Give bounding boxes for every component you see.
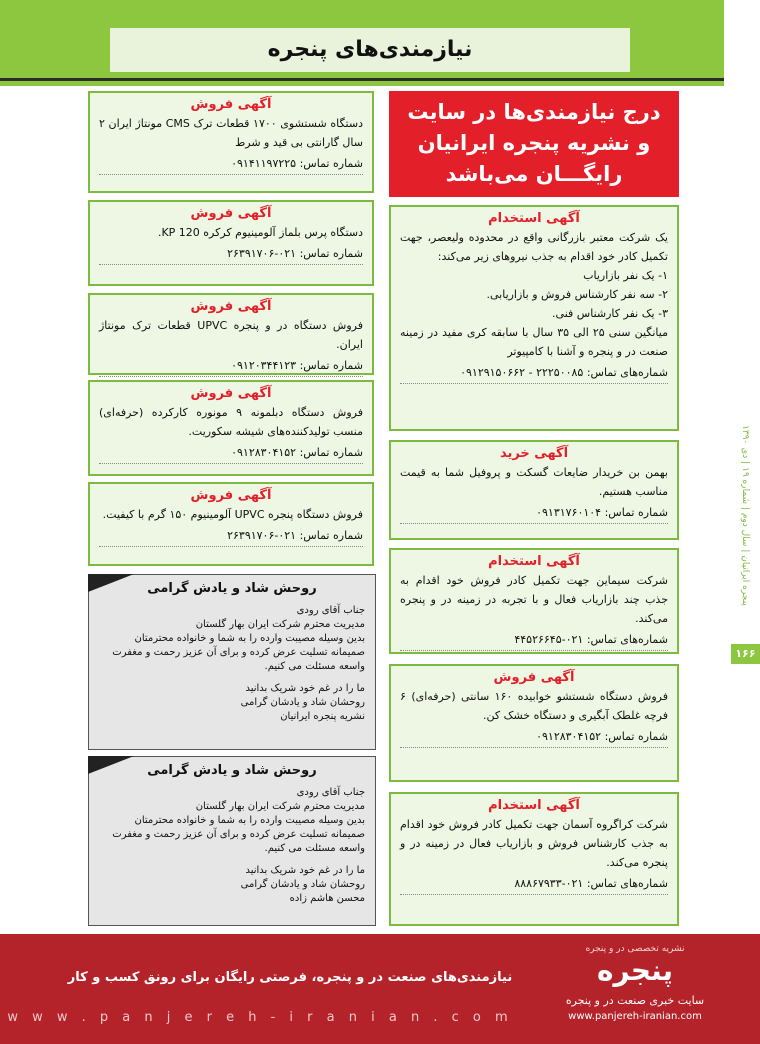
ad-title: آگهی استخدام — [488, 798, 580, 813]
condolence-line: بدین وسیله مصیبت وارده را به شما و خانواده محترمتان — [134, 815, 365, 826]
condolence-closing: ما را در غم خود شریک بدانید — [245, 683, 365, 694]
ad-box — [389, 664, 679, 782]
ad-box — [88, 200, 374, 286]
free-listing-banner — [389, 91, 679, 197]
ad-text: فروش دستگاه پنجره UPVC آلومینیوم ۱۵۰ گرم با کیفیت. — [102, 508, 363, 521]
header-divider — [0, 78, 724, 81]
black-corner-ribbon — [88, 574, 134, 592]
ad-title: آگهی استخدام — [488, 211, 580, 226]
ad-box — [389, 205, 679, 431]
ad-title: آگهی فروش — [190, 299, 272, 314]
logo-url[interactable]: www.panjereh-iranian.com — [568, 1011, 702, 1022]
condolence-box — [88, 756, 376, 926]
condolence-closing: ما را در غم خود شریک بدانید — [245, 865, 365, 876]
banner-line: رایگـــان می‌باشد — [445, 162, 623, 186]
footer-slogan: نیازمندی‌های صنعت در و پنجره، فرصتی رایگان برای رونق کسب و کار — [67, 970, 513, 985]
ad-contact: شماره‌های تماس: ۲۲۲۵۰۰۸۵ - ۰۹۱۲۹۱۵۰۶۶۲ — [400, 363, 668, 384]
ad-text: فروش دستگاه دبلمونه ۹ مونوره کارکرده (حرفه‌ای) منسب تولیدکننده‌های شیشه سکوریت. — [99, 406, 363, 438]
ad-text: بهمن بن خریدار ضایعات گسکت و پروفیل شما به قیمت مناسب هستیم. — [400, 466, 668, 498]
condolence-closing: روحشان شاد و یادشان گرامی — [240, 879, 365, 890]
condolence-line: صمیمانه تسلیت عرض کرده و برای آن عزیز رحمت و مغفرت — [112, 647, 365, 658]
page-number: ۱۶۶ — [731, 644, 760, 664]
condolence-title: روحش شاد و یادش گرامی — [147, 581, 317, 596]
logo-tagline: نشریه تخصصی در و پنجره — [585, 944, 685, 954]
condolence-line: واسعه مسئلت می کنیم. — [264, 843, 365, 854]
ad-contact: شماره‌های تماس: ۰۲۱-۸۸۸۶۷۹۳۳ — [400, 874, 668, 895]
ad-box — [88, 91, 374, 193]
ad-contact: شماره تماس: ۰۲۱-۲۶۳۹۱۷۰۶ — [99, 244, 363, 265]
condolence-recipient: جناب آقای رودی — [296, 605, 365, 616]
black-corner-ribbon — [88, 756, 134, 774]
ad-title: آگهی فروش — [493, 670, 575, 685]
ad-title: آگهی استخدام — [488, 554, 580, 569]
footer-url: w w w . p a n j e r e h - i r a n i a n . c o m — [7, 1010, 513, 1025]
ad-text: دستگاه شستشوی ۱۷۰۰ قطعات ترک CMS مونتاژ ایران ۲ سال گارانتی بی قید و شرط — [99, 117, 363, 149]
ad-text: فروش دستگاه در و پنجره UPVC قطعات ترک مونتاژ ایران. — [99, 319, 363, 351]
ad-box — [389, 440, 679, 540]
ad-contact: شماره تماس: ۰۹۱۴۱۱۹۷۲۲۵ — [99, 154, 363, 175]
ad-contact: شماره تماس: ۰۹۱۲۸۳۰۴۱۵۲ — [400, 727, 668, 748]
ad-text: فروش دستگاه شستشو خوابیده ۱۶۰ سانتی (حرفه‌ای) ۶ فرچه غلطک آبگیری و دستگاه خشک کن. — [400, 690, 668, 722]
banner-line: درج نیازمندی‌ها در سایت — [407, 100, 661, 124]
condolence-line: مدیریت محترم شرکت ایران بهار گلستان — [195, 619, 365, 630]
ad-list-item: ۱- یک نفر بازاریاب — [583, 269, 668, 282]
condolence-line: بدین وسیله مصیبت وارده را به شما و خانواده محترمتان — [134, 633, 365, 644]
logo-wordmark: پنجره — [596, 954, 674, 987]
ad-title: آگهی فروش — [190, 206, 272, 221]
footer-banner — [0, 934, 760, 1044]
ad-title: آگهی فروش — [190, 386, 272, 401]
ad-box — [389, 792, 679, 926]
issue-info-vertical: پنجره ایرانیان | سال دوم | شماره ۱۹ | دی ۱۳۹۰ — [740, 424, 750, 606]
condolence-closing: روحشان شاد و یادشان گرامی — [240, 697, 365, 708]
ad-contact: شماره تماس: ۰۹۱۲۰۳۴۴۱۲۳ — [99, 356, 363, 377]
ad-text: دستگاه پرس بلماز آلومینیوم کرکره KP 120. — [157, 226, 363, 239]
ad-box — [88, 482, 374, 566]
ad-box — [88, 293, 374, 375]
condolence-recipient: جناب آقای رودی — [296, 787, 365, 798]
condolence-line: واسعه مسئلت می کنیم. — [264, 661, 365, 672]
ad-text: شرکت سیماین جهت تکمیل کادر فروش خود اقدام به جذب چند بازاریاب فعال و با تجربه در زمینه در و پنجره می‌کند. — [400, 574, 668, 625]
ad-title: آگهی فروش — [190, 97, 272, 112]
ad-contact: شماره تماس: ۰۲۱-۲۶۳۹۱۷۰۶ — [99, 526, 363, 547]
condolence-signature: محسن هاشم زاده — [289, 893, 365, 904]
ad-list-item: ۲- سه نفر کارشناس فروش و بازاریابی. — [486, 288, 668, 301]
ad-title: آگهی خرید — [499, 446, 569, 461]
ad-text: شرکت کراگروه آسمان جهت تکمیل کادر فروش خود اقدام به جذب کارشناس فروش و بازاریاب فعال در زمینه در و پنجره می‌کند. — [400, 818, 668, 869]
ad-contact: شماره تماس: ۰۹۱۳۱۷۶۰۱۰۴ — [400, 503, 668, 524]
ad-contact: شماره‌های تماس: ۰۲۱-۴۴۵۲۶۶۴۵ — [400, 630, 668, 651]
page-title: نیازمندی‌های پنجره — [110, 28, 630, 72]
banner-line: و نشریه پنجره ایرانیان — [417, 131, 651, 155]
ad-box — [88, 380, 374, 476]
ad-text: یک شرکت معتبر بازرگانی واقع در محدوده ولیعصر، جهت تکمیل کادر خود اقدام به جذب نیروهای زیر می‌کند: — [400, 231, 668, 263]
ad-title: آگهی فروش — [190, 488, 272, 503]
ad-text-extra: میانگین سنی ۲۵ الی ۳۵ سال با سابقه کری مفید در زمینه صنعت در و پنجره و آشنا با کامپیوتر — [400, 326, 668, 358]
condolence-line: صمیمانه تسلیت عرض کرده و برای آن عزیز رحمت و مغفرت — [112, 829, 365, 840]
condolence-line: مدیریت محترم شرکت ایران بهار گلستان — [195, 801, 365, 812]
condolence-box — [88, 574, 376, 750]
ad-list-item: ۳- یک نفر کارشناس فنی. — [552, 307, 668, 320]
ad-box — [389, 548, 679, 654]
condolence-signature: نشریه پنجره ایرانیان — [280, 711, 365, 722]
logo-subtitle: سایت خبری صنعت در و پنجره — [565, 994, 705, 1007]
ad-contact: شماره تماس: ۰۹۱۲۸۳۰۴۱۵۲ — [99, 443, 363, 464]
condolence-title: روحش شاد و یادش گرامی — [147, 763, 317, 778]
brand-logo — [560, 944, 710, 1022]
